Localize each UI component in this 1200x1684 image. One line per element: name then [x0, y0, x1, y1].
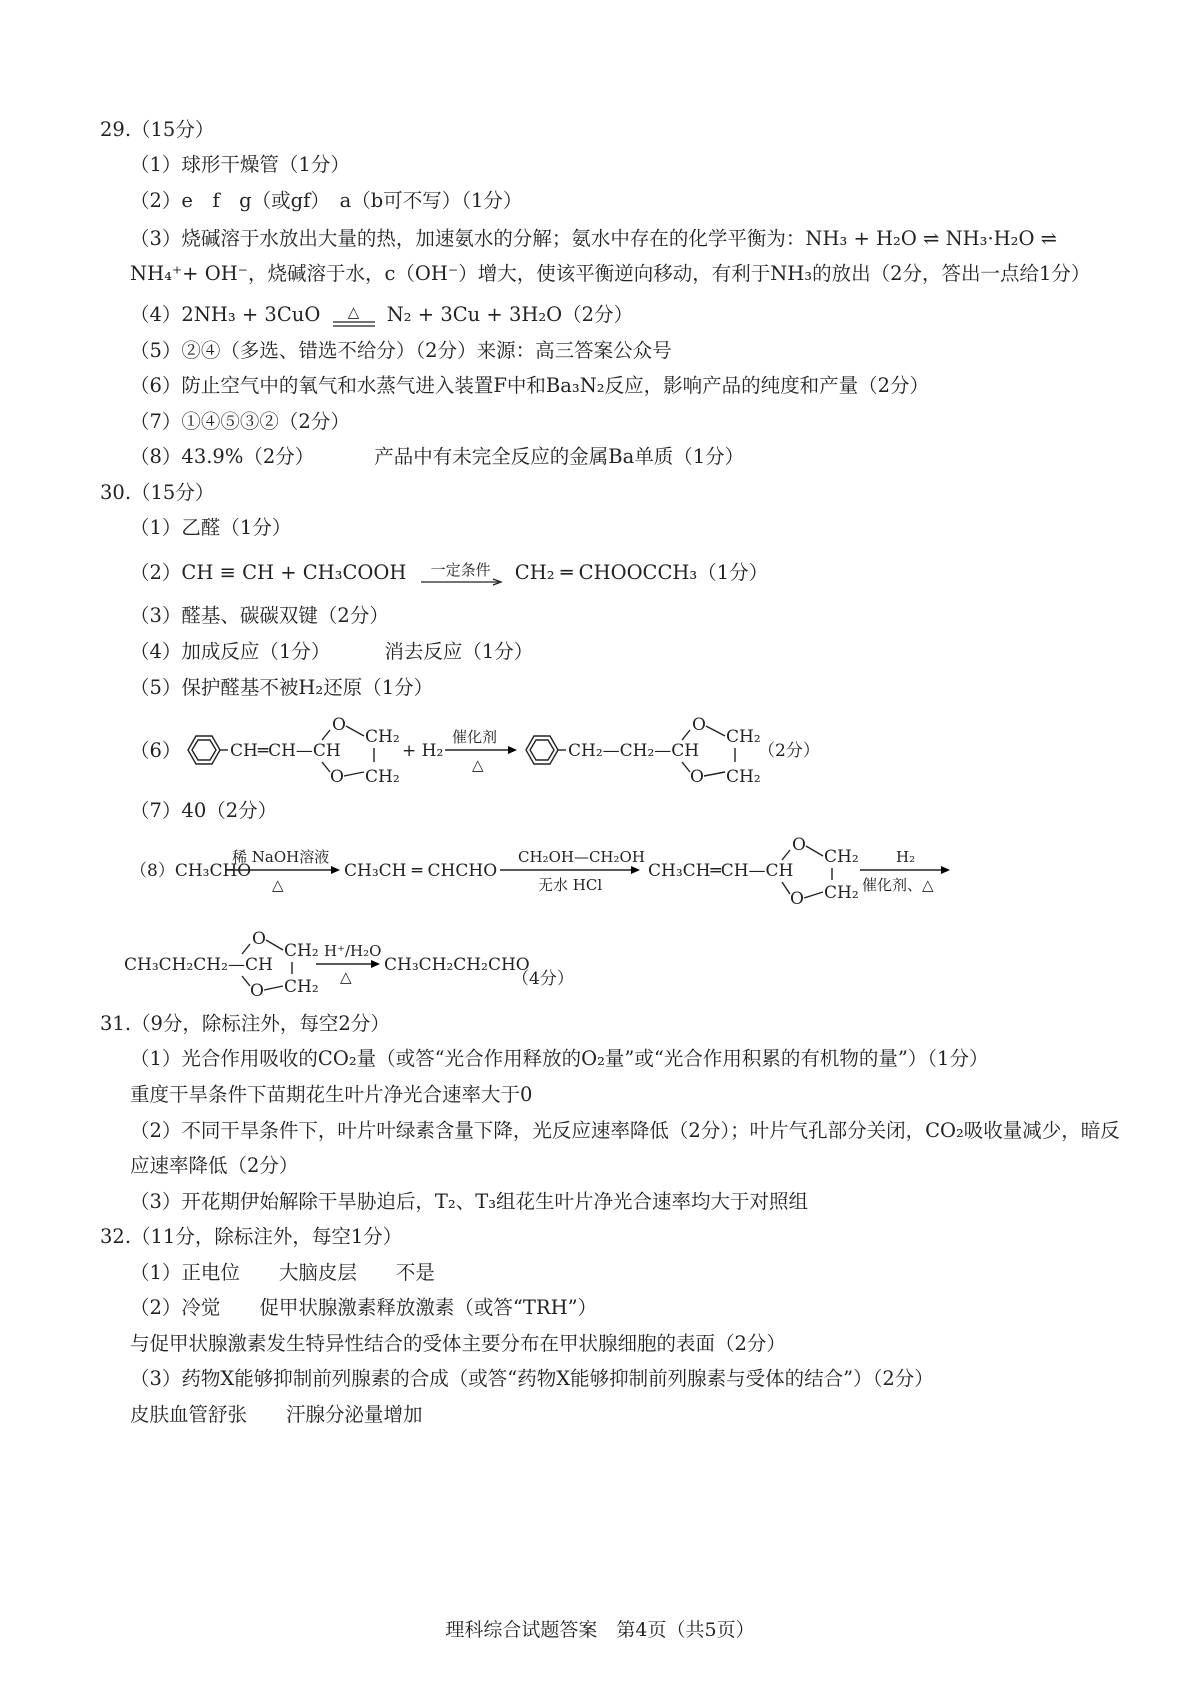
route-condition-2-top: CH₂OH—CH₂OH	[518, 848, 645, 866]
q30-answer-1: （1）乙醛（1分）	[130, 516, 292, 539]
q29-answer-3-text: （3）烧碱溶于水放出大量的热，加速氨水的分解；氨水中存在的化学平衡为：	[130, 227, 806, 250]
reaction-arrow	[419, 562, 503, 586]
heat-condition: △	[472, 756, 484, 774]
q32-answer-2: （2）冷觉 促甲状腺激素释放激素（或答“TRH”）	[130, 1296, 598, 1319]
q31-answer-3: （3）开花期伊始解除干旱胁迫后，T₂、T₃组花生叶片净光合速率均大于对照组	[130, 1190, 809, 1213]
q29-answer-5: （5）②④（多选、错选不给分）（2分）来源：高三答案公众号	[130, 339, 672, 362]
q31-answer-1: （1）光合作用吸收的CO₂量（或答“光合作用释放的O₂量”或“光合作用积累的有机物的量”）（1分）	[130, 1047, 989, 1070]
route-condition-4-top: H⁺/H₂O	[324, 942, 382, 960]
heating-equals-sign	[331, 304, 377, 328]
q29-heading: 29.（15分）	[100, 118, 215, 141]
q30-answer-8-score: （4分）	[512, 969, 574, 989]
q30-answer-4-a: （4）加成反应（1分）	[130, 640, 331, 663]
q32-answer-3: （3）药物X能够抑制前列腺素的合成（或答“药物X能够抑制前列腺素与受体的结合”）（2分）	[130, 1367, 934, 1390]
final-product-butanal: CH₃CH₂CH₂CHO	[384, 955, 530, 975]
q29-answer-8-reason: 产品中有未完全反应的金属Ba单质（1分）	[374, 445, 745, 468]
q29-answer-3-line1	[130, 226, 1057, 252]
q29-answer-8	[130, 444, 744, 470]
intermediate-crotonaldehyde: CH₃CH ═ CHCHO	[344, 861, 498, 881]
ring-ch2-bottom: CH₂	[284, 977, 319, 997]
ring-ch2-bottom: CH₂	[824, 883, 859, 903]
q29-answer-3-line2: NH₄⁺+ OH⁻，烧碱溶于水，c（OH⁻）增大，使该平衡逆向移动，有利于NH₃的放出（2分，答出一点给1分）	[130, 262, 1091, 285]
q30-heading: 30.（15分）	[100, 481, 215, 504]
q31-heading: 31.（9分，除标注外，每空2分）	[100, 1012, 390, 1035]
reaction-condition: 一定条件	[430, 560, 491, 579]
route-condition-3-top: H₂	[896, 848, 916, 866]
q30-answer-6-label: （6）	[130, 739, 182, 762]
q31-answer-2b: 应速率降低（2分）	[130, 1154, 299, 1177]
q29-answer-4-reactants: （4）2NH₃ + 3CuO	[130, 303, 321, 326]
q32-answer-3b: 皮肤血管舒张 汗腺分泌量增加	[130, 1403, 423, 1426]
q30-answer-8-route-line1	[120, 832, 1080, 914]
q29-answer-2: （2）e f g（或gf） a（b可不写）（1分）	[130, 189, 523, 212]
q32-answer-2b: 与促甲状腺激素发生特异性结合的受体主要分布在甲状腺细胞的表面（2分）	[130, 1332, 786, 1355]
ring-oxygen-bottom: O	[250, 981, 264, 1001]
ring-ch2-top: CH₂	[726, 727, 761, 747]
q30-answer-4-b: 消去反应（1分）	[384, 640, 534, 663]
intermediate-acetal-chain: CH₃CH═CH—CH	[648, 861, 794, 881]
route-condition-2-bottom: 无水 HCl	[538, 876, 603, 894]
route-condition-1-bottom: △	[272, 876, 284, 894]
q30-answer-4	[130, 639, 533, 665]
q31-answer-1b: 重度干旱条件下苗期花生叶片净光合速率大于0	[130, 1083, 533, 1106]
q31-answer-2: （2）不同干旱条件下，叶片叶绿素含量下降，光反应速率降低（2分）；叶片气孔部分关闭，CO₂吸收量减少，暗反	[130, 1119, 1120, 1142]
q30-answer-5: （5）保护醛基不被H₂还原（1分）	[130, 676, 434, 699]
heating-condition: △	[347, 302, 360, 321]
q30-answer-2-reactants: （2）CH ≡ CH + CH₃COOH	[130, 561, 407, 584]
route-condition-3-bottom: 催化剂、△	[862, 876, 934, 894]
q30-answer-3: （3）醛基、碳碳双键（2分）	[130, 604, 389, 627]
dioxolane-ring-icon	[782, 835, 859, 909]
benzene-ring-icon	[526, 736, 558, 764]
ring-ch2-top: CH₂	[284, 941, 319, 961]
q30-answer-2	[130, 560, 768, 586]
ring-ch2-top: CH₂	[365, 727, 400, 747]
q30-answer-2-product: CH₂ ═ CHOOCCH₃（1分）	[514, 561, 769, 584]
ring-oxygen-top: O	[692, 715, 706, 735]
ring-oxygen-bottom: O	[690, 767, 704, 787]
q32-heading: 32.（11分，除标注外，每空1分）	[100, 1225, 403, 1248]
q30-answer-8-route-line2	[120, 920, 820, 1002]
benzene-ring-icon	[188, 736, 220, 764]
route-condition-1-top: 稀 NaOH溶液	[232, 848, 330, 866]
ring-oxygen-top: O	[792, 835, 806, 855]
ring-ch2-top: CH₂	[824, 847, 859, 867]
q30-answer-6-equation	[170, 712, 1030, 802]
page-footer: 理科综合试题答案 第4页（共5页）	[445, 1619, 755, 1641]
vinyl-chain: CH═CH—CH	[230, 741, 341, 761]
q29-answer-4	[130, 302, 633, 328]
q29-answer-3-equation: NH₃ + H₂O ⇌ NH₃·H₂O ⇌	[805, 227, 1058, 250]
q30-answer-6-score: （2分）	[758, 741, 820, 761]
ring-oxygen-top: O	[252, 929, 266, 949]
q30-answer-7: （7）40（2分）	[130, 799, 278, 822]
q29-answer-8-percent: （8）43.9%（2分）	[130, 445, 315, 468]
ring-oxygen-bottom: O	[330, 767, 344, 787]
intermediate-propyl-chain: CH₃CH₂CH₂—CH	[124, 955, 273, 975]
ring-ch2-bottom: CH₂	[726, 767, 761, 787]
q29-answer-7: （7）①④⑤③②（2分）	[130, 410, 350, 433]
hydrogen-reagent: + H₂	[402, 741, 444, 761]
ethyl-chain: CH₂—CH₂—CH	[568, 741, 700, 761]
starting-material: （8）CH₃CHO	[130, 861, 252, 881]
ring-ch2-bottom: CH₂	[365, 767, 400, 787]
q29-answer-1: （1）球形干燥管（1分）	[130, 153, 350, 176]
catalyst-condition: 催化剂	[452, 728, 498, 746]
ring-oxygen-top: O	[332, 715, 346, 735]
route-condition-4-bottom: △	[340, 968, 352, 986]
ring-oxygen-bottom: O	[790, 889, 804, 909]
q32-answer-1: （1）正电位 大脑皮层 不是	[130, 1261, 435, 1284]
q29-answer-4-products: N₂ + 3Cu + 3H₂O（2分）	[386, 303, 634, 326]
q29-answer-6: （6）防止空气中的氧气和水蒸气进入装置F中和Ba₃N₂反应，影响产品的纯度和产量（2分）	[130, 374, 929, 397]
